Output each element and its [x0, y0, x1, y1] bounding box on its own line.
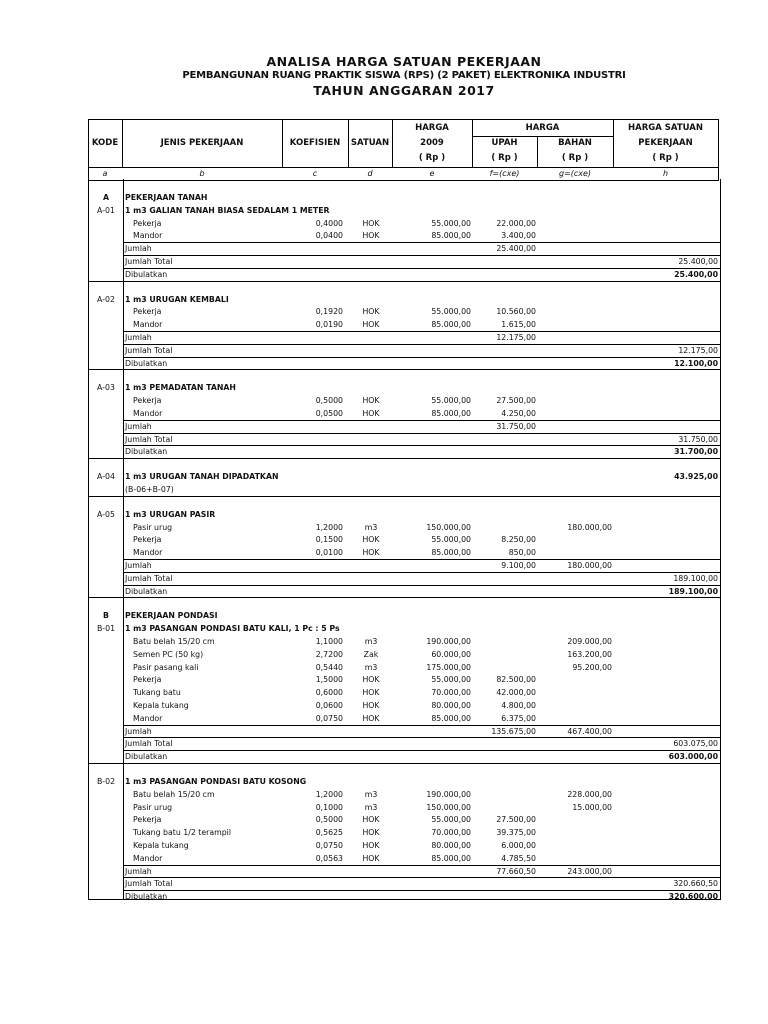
row-upah: 22.000,00 [496, 218, 536, 228]
header-harga2009-2: 2009 [420, 138, 444, 148]
row-upah: 6.000,00 [501, 841, 536, 850]
row-upah: 39.375,00 [496, 828, 536, 838]
row-bahan: 467.400,00 [567, 726, 612, 736]
row-name: Pasir urug [133, 522, 173, 532]
row-code: A-03 [97, 383, 115, 393]
row-upah: 27.500,00 [496, 396, 536, 406]
row-code: B [103, 611, 109, 621]
header-harga2009-3: ( Rp ) [418, 153, 446, 163]
row-code: B-02 [96, 777, 116, 786]
sum-row [89, 559, 720, 572]
row-label: Jumlah [125, 866, 152, 876]
row-koefisien: 2,7200 [315, 649, 343, 659]
row-name: Semen PC (50 kg) [133, 649, 204, 659]
row-koefisien: 0,5440 [315, 662, 343, 672]
sum-row [89, 420, 720, 433]
table-body [88, 179, 721, 900]
row-upah: 9.100,00 [501, 561, 536, 570]
row-satuan: HOK [362, 231, 380, 241]
row-name: Pasir pasang kali [133, 662, 199, 672]
row-name: 1 m3 URUGAN PASIR [125, 509, 216, 519]
row-harga: 55.000,00 [431, 307, 471, 317]
row-label: Jumlah [125, 561, 152, 570]
letter-c: c [312, 169, 318, 178]
row-satuan: HOK [362, 320, 380, 330]
row-satuan: HOK [362, 841, 380, 850]
total-row [89, 877, 720, 890]
row-label: Dibulatkan [125, 586, 168, 596]
row-harga: 190.000,00 [426, 789, 471, 799]
row-upah: 3.400,00 [501, 231, 536, 241]
table-row [89, 533, 720, 546]
rounded-row [89, 268, 720, 281]
row-harga: 60.000,00 [431, 649, 471, 659]
row-label: Jumlah Total [125, 345, 173, 355]
row-koefisien: 0,0600 [315, 701, 343, 710]
row-total: 320.660,50 [673, 879, 718, 889]
row-harga: 85.000,00 [431, 409, 471, 418]
row-name: Mandor [133, 231, 163, 241]
table-row [89, 801, 720, 814]
row-upah: 4.800,00 [501, 701, 536, 710]
table-row [89, 712, 720, 725]
section-row [89, 609, 720, 622]
row-note: (B-06+B-07) [125, 485, 174, 494]
row-code: A [102, 193, 110, 202]
row-koefisien: 0,0563 [315, 853, 343, 863]
work-title-row [89, 293, 720, 306]
row-rounded: 320.600,00 [668, 892, 718, 902]
row-name: 1 m3 GALIAN TANAH BIASA SEDALAM 1 METER [125, 205, 330, 215]
row-name: Mandor [133, 320, 163, 330]
row-total: 189.100,00 [673, 573, 718, 583]
row-upah: 12.175,00 [496, 333, 536, 342]
header-bahan: BAHAN [558, 138, 592, 148]
row-name: Pasir urug [133, 802, 173, 812]
row-total: 25.400,00 [678, 257, 718, 266]
row-label: Dibulatkan [125, 269, 168, 279]
row-harga: 85.000,00 [431, 320, 471, 330]
row-harga: 55.000,00 [431, 675, 471, 685]
table-row [89, 686, 720, 699]
work-title-row [89, 470, 720, 483]
row-bahan: 163.200,00 [567, 649, 612, 659]
row-upah: 135.675,00 [491, 726, 536, 736]
row-upah: 82.500,00 [496, 675, 536, 685]
row-name: 1 m3 URUGAN KEMBALI [125, 294, 229, 304]
row-harga: 85.000,00 [431, 853, 471, 863]
letter-e: e [429, 169, 435, 178]
row-name: Tukang batu [133, 688, 181, 698]
table-row [89, 826, 720, 839]
row-satuan: HOK [362, 548, 380, 558]
work-title-row [89, 381, 720, 394]
row-upah: 4.785,50 [501, 853, 536, 863]
table-row [89, 305, 720, 318]
sum-row [89, 725, 720, 738]
row-koefisien: 0,0100 [315, 548, 343, 558]
row-code: A-02 [97, 294, 115, 304]
table-row [89, 699, 720, 712]
row-harga: 190.000,00 [426, 637, 471, 646]
row-satuan: HOK [362, 701, 380, 710]
row-upah: 6.375,00 [501, 713, 536, 723]
row-name: Kepala tukang [133, 701, 189, 710]
row-rounded: 603.000,00 [668, 752, 718, 762]
table-row [89, 229, 720, 242]
row-harga: 80.000,00 [431, 701, 471, 710]
row-bahan: 95.200,00 [572, 662, 612, 672]
row-name: Mandor [133, 853, 163, 863]
row-koefisien: 0,1500 [315, 535, 343, 545]
row-label: Dibulatkan [125, 358, 168, 368]
row-upah: 77.660,50 [496, 866, 536, 876]
row-name: PEKERJAAN PONDASI [125, 611, 218, 621]
row-bahan: 180.000,00 [567, 522, 612, 532]
row-name: Batu belah 15/20 cm [133, 789, 215, 799]
row-name: PEKERJAAN TANAH [125, 193, 208, 202]
letter-b: b [199, 169, 205, 178]
row-name: 1 m3 URUGAN TANAH DIPADATKAN [125, 472, 279, 482]
row-upah: 8.250,00 [501, 535, 536, 545]
row-label: Jumlah Total [125, 573, 173, 583]
row-bahan: 243.000,00 [567, 866, 612, 876]
row-label: Dibulatkan [125, 752, 168, 762]
row-satuan: HOK [362, 853, 380, 863]
row-satuan: HOK [362, 828, 380, 838]
row-code: B-01 [96, 624, 116, 634]
row-upah: 25.400,00 [496, 244, 536, 254]
row-name: Pekerja [133, 535, 162, 545]
row-total: 31.750,00 [678, 434, 718, 444]
row-name: Tukang batu 1/2 terampil [133, 828, 231, 838]
row-name: Mandor [133, 548, 163, 558]
row-label: Jumlah Total [125, 739, 173, 749]
work-title-row [89, 775, 720, 788]
total-row [89, 255, 720, 268]
row-label: Jumlah [125, 421, 152, 431]
row-satuan: HOK [362, 218, 380, 228]
row-satuan: Zak [363, 649, 379, 659]
total-row [89, 572, 720, 585]
row-name: Pekerja [133, 675, 162, 685]
row-harga: 55.000,00 [431, 815, 471, 825]
row-name: 1 m3 PASANGAN PONDASI BATU KALI, 1 Pc : 5 Ps [125, 624, 340, 634]
row-rounded: 12.100,00 [674, 358, 718, 368]
row-name: Mandor [133, 713, 163, 723]
row-satuan: m3 [364, 662, 378, 672]
table-row [89, 673, 720, 686]
row-koefisien: 1,1000 [315, 637, 343, 646]
sum-row [89, 331, 720, 344]
table-row [89, 852, 720, 865]
row-harga: 55.000,00 [431, 218, 471, 228]
row-code: A-01 [97, 205, 115, 215]
letter-a: a [102, 169, 108, 178]
header-jenis: JENIS PEKERJAAN [160, 138, 244, 148]
row-name: Batu belah 15/20 cm [133, 637, 215, 646]
row-label: Jumlah Total [125, 257, 173, 266]
row-koefisien: 1,2000 [315, 789, 343, 799]
row-name: Kepala tukang [133, 841, 189, 850]
row-satuan: HOK [362, 535, 380, 545]
row-koefisien: 0,5000 [315, 396, 343, 406]
sum-row [89, 242, 720, 255]
letter-f: f=(cxe) [489, 169, 520, 178]
row-code: A-05 [97, 509, 115, 519]
table-row [89, 635, 720, 648]
note-row [89, 483, 720, 496]
work-title-row [89, 508, 720, 521]
table-row [89, 788, 720, 801]
row-harga: 150.000,00 [426, 802, 471, 812]
table-row [89, 217, 720, 230]
header-upah-rp: ( Rp ) [491, 153, 518, 163]
total-row [89, 433, 720, 446]
row-label: Jumlah Total [125, 879, 173, 889]
total-row [89, 344, 720, 357]
row-satuan: m3 [364, 522, 378, 532]
row-bahan: 15.000,00 [572, 802, 612, 812]
row-upah: 27.500,00 [496, 815, 536, 825]
row-upah: 42.000,00 [496, 688, 536, 698]
table-row [89, 648, 720, 661]
rounded-row [89, 357, 720, 370]
row-label: Jumlah [125, 333, 152, 342]
row-koefisien: 0,1000 [315, 802, 343, 812]
row-harga: 70.000,00 [431, 688, 471, 698]
letter-d: d [367, 169, 373, 178]
section-row [89, 191, 720, 204]
row-harga: 55.000,00 [431, 396, 471, 406]
row-koefisien: 0,5625 [315, 828, 343, 838]
letter-h: h [662, 169, 669, 178]
total-row [89, 737, 720, 750]
row-total: 603.075,00 [673, 739, 718, 749]
doc-title: ANALISA HARGA SATUAN PEKERJAAN [266, 54, 542, 69]
header-harga2009-1: HARGA [415, 123, 449, 133]
row-harga: 55.000,00 [431, 535, 471, 545]
row-rounded: 189.100,00 [668, 586, 718, 596]
table-row [89, 521, 720, 534]
row-label: Dibulatkan [125, 447, 168, 457]
row-rounded: 31.700,00 [674, 447, 718, 457]
rounded-row [89, 890, 720, 903]
header-satuan: SATUAN [350, 138, 390, 148]
row-upah: 850,00 [508, 548, 536, 558]
row-satuan: HOK [362, 815, 380, 825]
table-row [89, 394, 720, 407]
row-satuan: HOK [362, 713, 380, 723]
row-satuan: m3 [364, 637, 378, 646]
row-koefisien: 1,5000 [315, 675, 343, 685]
row-upah: 1.615,00 [501, 320, 536, 330]
row-total: 12.175,00 [678, 345, 718, 355]
row-koefisien: 0,0750 [315, 841, 343, 850]
row-satuan: HOK [362, 409, 380, 418]
row-satuan: HOK [362, 307, 380, 317]
row-upah: 10.560,00 [496, 307, 536, 317]
header-hsp-1: HARGA SATUAN [628, 123, 703, 133]
row-koefisien: 0,6000 [315, 688, 343, 698]
row-rounded: 25.400,00 [674, 269, 718, 279]
table-row [89, 813, 720, 826]
row-koefisien: 0,1920 [315, 307, 343, 317]
doc-subtitle: PEMBANGUNAN RUANG PRAKTIK SISWA (RPS) (2 PAKET) ELEKTRONIKA INDUSTRI [182, 70, 626, 81]
row-name: 1 m3 PASANGAN PONDASI BATU KOSONG [125, 777, 307, 786]
row-satuan: HOK [362, 675, 380, 685]
rounded-row [89, 750, 720, 763]
row-name: 1 m3 PEMADATAN TANAH [125, 383, 236, 393]
row-satuan: m3 [364, 789, 378, 799]
row-label: Jumlah [125, 726, 152, 736]
row-total: 43.925,00 [674, 472, 718, 482]
header-bahan-rp: ( Rp ) [561, 153, 589, 163]
row-koefisien: 0,0190 [315, 320, 343, 330]
row-name: Pekerja [133, 307, 162, 317]
work-title-row [89, 622, 720, 635]
table-header [88, 119, 719, 181]
table-row [89, 546, 720, 559]
row-name: Pekerja [133, 815, 162, 825]
rounded-row [89, 585, 720, 598]
row-harga: 85.000,00 [431, 231, 471, 241]
row-koefisien: 0,5000 [315, 815, 343, 825]
table-row [89, 839, 720, 852]
row-harga: 85.000,00 [431, 548, 471, 558]
row-harga: 80.000,00 [431, 841, 471, 850]
row-bahan: 228.000,00 [567, 789, 612, 799]
row-bahan: 180.000,00 [567, 561, 612, 570]
row-satuan: HOK [362, 688, 380, 698]
row-upah: 31.750,00 [496, 421, 536, 431]
rounded-row [89, 445, 720, 458]
row-code: A-04 [97, 472, 115, 482]
row-name: Mandor [133, 409, 163, 418]
row-satuan: m3 [364, 802, 378, 812]
row-name: Pekerja [133, 218, 162, 228]
letter-g: g=(cxe) [558, 169, 592, 178]
row-koefisien: 0,0750 [315, 713, 343, 723]
row-harga: 70.000,00 [431, 828, 471, 838]
header-koefisien: KOEFISIEN [289, 138, 341, 148]
row-label: Jumlah [125, 244, 152, 254]
row-harga: 175.000,00 [426, 662, 471, 672]
row-koefisien: 1,2000 [315, 522, 343, 532]
header-hsp-3: ( Rp ) [652, 153, 679, 163]
sum-row [89, 865, 720, 878]
row-koefisien: 0,0500 [315, 409, 343, 418]
table-row [89, 661, 720, 674]
table-row [89, 318, 720, 331]
row-harga: 150.000,00 [426, 522, 471, 532]
row-label: Dibulatkan [125, 892, 168, 902]
row-satuan: HOK [362, 396, 380, 406]
row-harga: 85.000,00 [431, 713, 471, 723]
header-upah: UPAH [491, 138, 518, 148]
header-harga: HARGA [525, 123, 560, 133]
doc-year: TAHUN ANGGARAN 2017 [313, 83, 495, 98]
row-koefisien: 0,0400 [315, 231, 343, 241]
row-koefisien: 0,4000 [315, 218, 343, 228]
table-row [89, 407, 720, 420]
row-bahan: 209.000,00 [567, 637, 612, 646]
header-kode: KODE [91, 138, 119, 148]
row-upah: 4.250,00 [501, 409, 536, 418]
row-name: Pekerja [133, 396, 162, 406]
header-hsp-2: PEKERJAAN [638, 138, 693, 148]
row-label: Jumlah Total [125, 434, 173, 444]
work-title-row [89, 204, 720, 217]
